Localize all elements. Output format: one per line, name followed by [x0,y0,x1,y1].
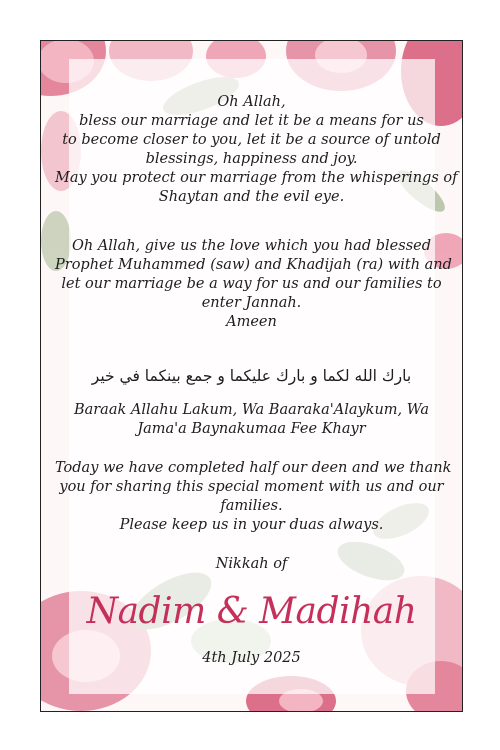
event-date: 4th July 2025 [202,650,301,666]
transliteration-line: Jama'a Baynakumaa Fee Khayr [137,421,366,437]
message-line: Please keep us in your duas always. [119,517,384,533]
message-line: families. [220,498,283,514]
arabic-dua: بارك الله لكما و بارك عليكما و جمع بينكما في خير [91,367,412,385]
nikkah-label: Nikkah of [215,556,288,572]
love-line: Oh Allah, give us the love which you had blessed [71,238,432,254]
prayer-paragraph [55,93,458,207]
prayer-line: blessings, happiness and joy. [145,151,358,167]
prayer-line: bless our marriage and let it be a means for us [79,113,424,129]
transliteration-paragraph [55,401,448,439]
love-line: enter Jannah. [201,295,302,311]
message-line: Today we have completed half our deen and we thank [55,460,452,476]
love-paragraph [55,237,452,332]
message-line: you for sharing this special moment with us and our [59,479,444,495]
prayer-line: to become closer to you, let it be a source of untold [62,132,441,148]
invitation-text [41,41,462,711]
invitation-card [40,40,463,712]
message-paragraph [55,459,452,535]
love-line: Ameen [226,314,277,330]
prayer-line: May you protect our marriage from the whisperings of [55,170,458,186]
love-line: let our marriage be a way for us and our families to [61,276,442,292]
transliteration-line: Baraak Allahu Lakum, Wa Baaraka'Alaykum, Wa [73,402,430,418]
couple-names: Nadim & Madihah [86,591,417,632]
prayer-line: Oh Allah, [217,94,286,110]
prayer-line: Shaytan and the evil eye. [158,189,345,205]
love-line: Prophet Muhammed (saw) and Khadijah (ra) with and [55,257,452,273]
